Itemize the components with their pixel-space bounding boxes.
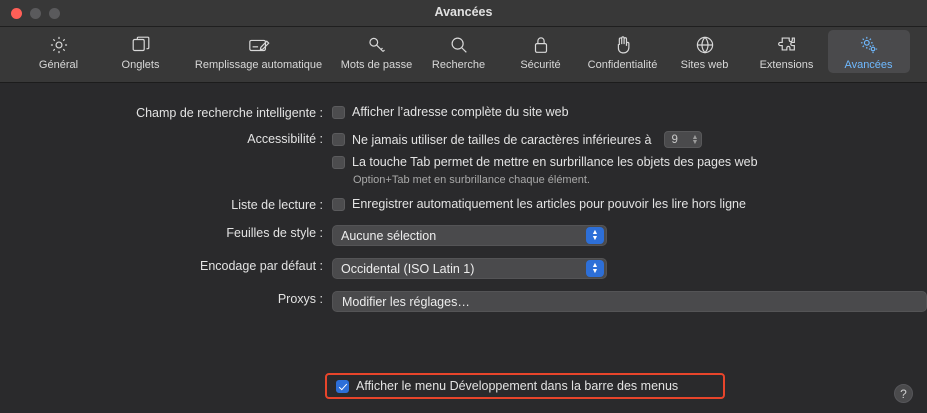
tab-extensions[interactable]	[746, 30, 828, 73]
tab-key-highlight-checkbox[interactable]	[332, 156, 345, 169]
title-bar	[0, 0, 927, 27]
tab-websites[interactable]	[664, 30, 746, 73]
row-default-encoding	[0, 258, 927, 279]
reading-list-label: Liste de lecture :	[231, 198, 323, 212]
window-title: Avancées	[434, 5, 493, 19]
show-develop-menu-checkbox[interactable]	[336, 380, 349, 393]
row-smart-search	[0, 105, 927, 120]
tab-autofill-label: Remplissage automatique	[194, 59, 323, 71]
show-full-url-checkbox-row[interactable]	[332, 105, 927, 119]
save-articles-offline-label: Enregistrer automatiquement les articles pour pouvoir les lire hors ligne	[352, 197, 746, 211]
tab-security[interactable]	[500, 30, 582, 73]
hand-icon	[612, 33, 634, 57]
lock-icon	[530, 33, 552, 57]
gears-icon	[858, 33, 880, 57]
tab-websites-label: Sites web	[680, 59, 729, 71]
tab-passwords-label: Mots de passe	[340, 59, 413, 71]
tab-advanced[interactable]	[828, 30, 910, 73]
proxies-label: Proxys :	[277, 292, 323, 306]
show-develop-menu-label: Afficher le menu Développement dans la barre des menus	[356, 379, 679, 393]
row-reading-list	[0, 197, 927, 212]
min-font-size-label: Ne jamais utiliser de tailles de caractères inférieures à	[352, 132, 652, 147]
chevron-updown-icon: ▲ ▼	[586, 260, 604, 277]
style-sheet-label: Feuilles de style :	[226, 226, 323, 240]
show-full-url-checkbox[interactable]	[332, 106, 345, 119]
help-button[interactable]: ?	[894, 384, 913, 403]
tab-general[interactable]	[18, 30, 100, 73]
tab-search[interactable]	[418, 30, 500, 73]
min-font-size-value: 9	[671, 133, 678, 146]
search-icon	[448, 33, 470, 57]
min-font-size-stepper[interactable]	[664, 131, 702, 148]
puzzle-icon	[776, 33, 798, 57]
tabs-icon	[130, 33, 152, 57]
save-articles-offline-row[interactable]	[332, 197, 927, 211]
row-style-sheet	[0, 225, 927, 246]
min-font-size-checkbox[interactable]	[332, 133, 345, 146]
globe-icon	[694, 33, 716, 57]
tab-privacy[interactable]	[582, 30, 664, 73]
preferences-toolbar	[0, 27, 927, 83]
tab-key-highlight-label: La touche Tab permet de mettre en surbrillance les objets des pages web	[352, 155, 758, 169]
tab-extensions-label: Extensions	[759, 59, 814, 71]
row-accessibility	[0, 131, 927, 186]
key-icon	[366, 33, 388, 57]
change-proxy-settings-button[interactable]: Modifier les réglages…	[332, 291, 927, 312]
style-sheet-value: Aucune sélection	[341, 228, 437, 243]
advanced-settings-panel	[0, 83, 927, 413]
row-proxies	[0, 291, 927, 312]
tab-search-label: Recherche	[431, 59, 486, 71]
accessibility-hint: Option+Tab met en surbrillance chaque élément.	[353, 174, 590, 186]
default-encoding-value: Occidental (ISO Latin 1)	[341, 261, 475, 276]
develop-menu-highlight	[325, 373, 725, 399]
tab-security-label: Sécurité	[520, 59, 561, 71]
tab-key-highlight-row[interactable]	[332, 155, 927, 169]
tab-advanced-label: Avancées	[844, 59, 893, 71]
tab-general-label: Général	[38, 59, 79, 71]
chevron-updown-icon: ▲ ▼	[586, 227, 604, 244]
save-articles-offline-checkbox[interactable]	[332, 198, 345, 211]
stepper-arrows-icon: ▲ ▼	[691, 133, 699, 146]
accessibility-label: Accessibilité :	[247, 132, 323, 146]
default-encoding-label: Encodage par défaut :	[199, 259, 323, 273]
gear-icon	[48, 33, 70, 57]
show-full-url-label: Afficher l’adresse complète du site web	[352, 105, 569, 119]
style-sheet-popup[interactable]	[332, 225, 607, 246]
tab-tabs-label: Onglets	[121, 59, 160, 71]
smart-search-label: Champ de recherche intelligente :	[136, 106, 323, 120]
tab-privacy-label: Confidentialité	[587, 59, 658, 71]
default-encoding-popup[interactable]	[332, 258, 607, 279]
tab-autofill[interactable]	[182, 30, 336, 73]
autofill-icon	[247, 33, 271, 57]
tab-passwords[interactable]	[336, 30, 418, 73]
tab-tabs[interactable]	[100, 30, 182, 73]
min-font-size-row[interactable]	[332, 131, 927, 148]
